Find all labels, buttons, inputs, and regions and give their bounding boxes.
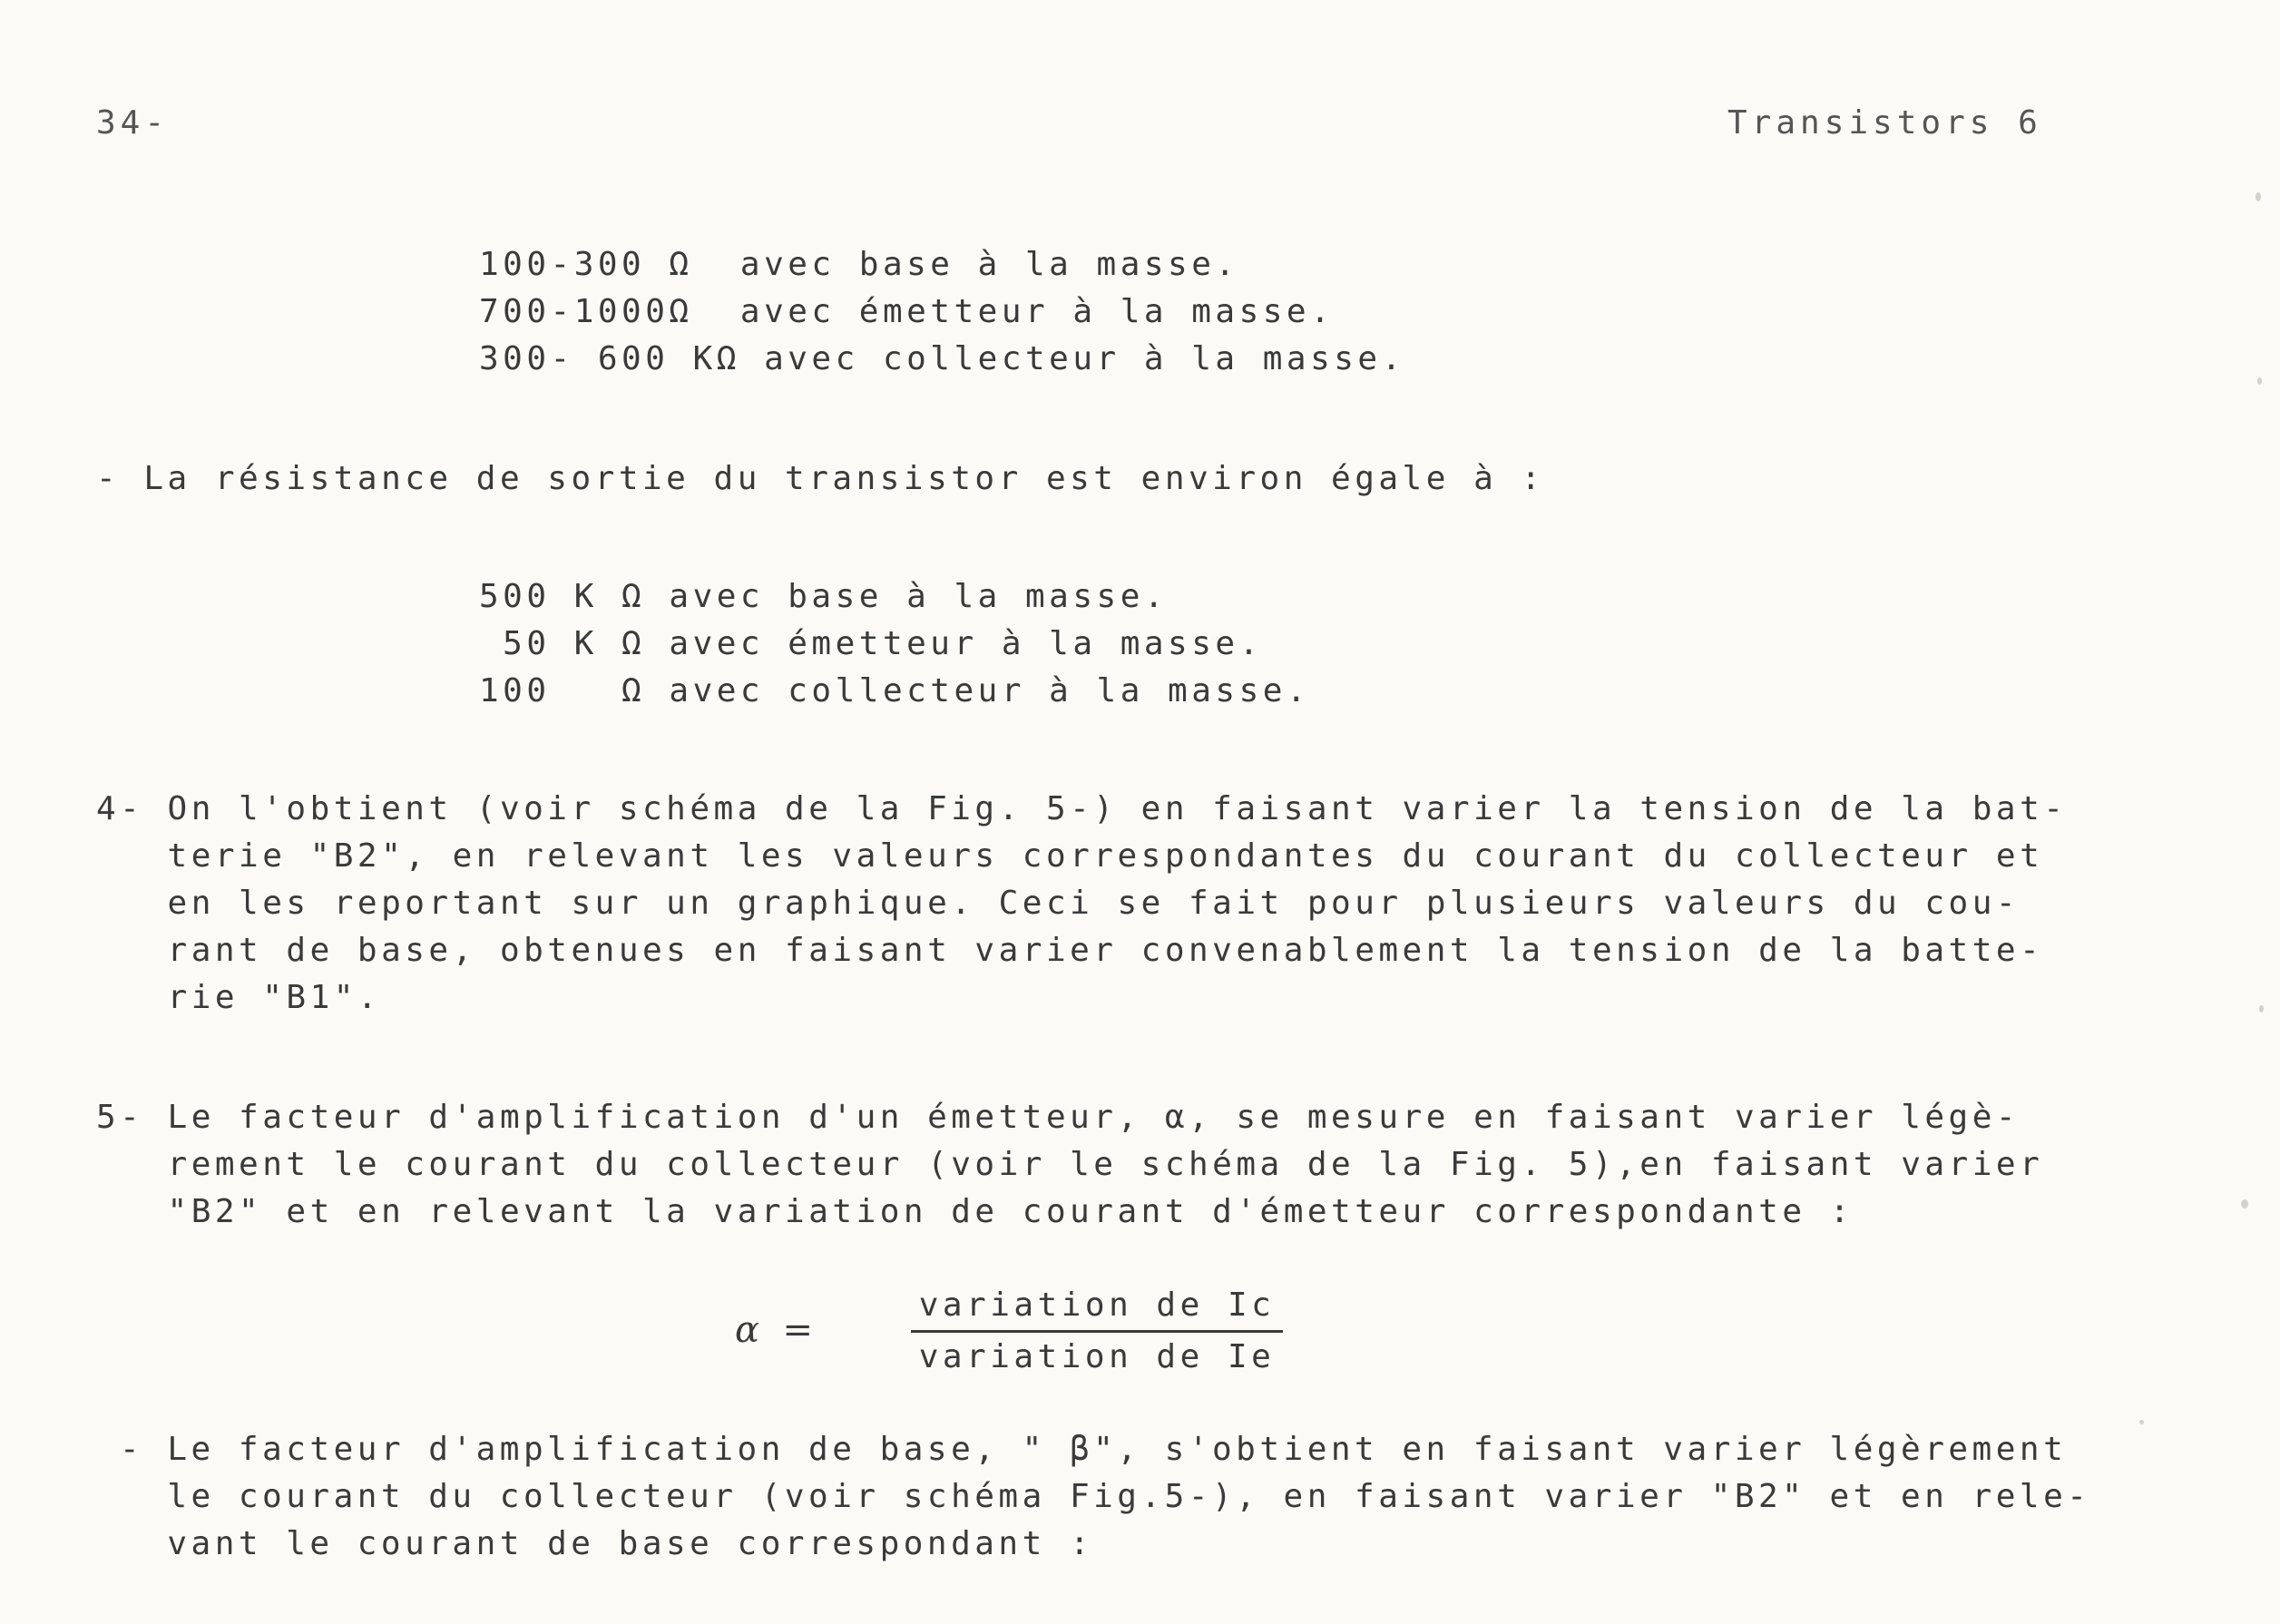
input-resistance-line: 100-300 Ω avec base à la masse.	[479, 246, 1239, 283]
formula-alpha-lhs: α =	[735, 1309, 813, 1351]
paragraph-5-line: 5- Le facteur d'amplification d'un émetteur, α, se mesure en faisant varier légè-	[96, 1099, 2021, 1136]
paragraph-4-line: rant de base, obtenues en faisant varier convenablement la tension de la batte-	[96, 932, 2044, 969]
paragraph-beta-line: vant le courant de base correspondant :	[120, 1525, 1094, 1562]
formula-alpha-fraction	[911, 1283, 1283, 1380]
paragraph-5-line: rement le courant du collecteur (voir le schéma de la Fig. 5),en faisant varier	[96, 1146, 2044, 1183]
paragraph-beta-line: - Le facteur d'amplification de base, " β", s'obtient en faisant varier légèrement	[120, 1431, 2068, 1468]
scan-speck	[2259, 1005, 2264, 1013]
paragraph-4-line: rie "B1".	[96, 979, 382, 1016]
input-resistance-line: 700-1000Ω avec émetteur à la masse.	[479, 293, 1335, 330]
paragraph-4-line: terie "B2", en relevant les valeurs correspondantes du courant du collecteur et	[96, 837, 2044, 875]
input-resistance-line: 300- 600 KΩ avec collecteur à la masse.	[479, 340, 1405, 377]
output-resistance-intro: - La résistance de sortie du transistor est environ égale à :	[96, 460, 1545, 497]
scan-speck	[2139, 1420, 2144, 1424]
formula-numerator: variation de Ic	[918, 1286, 1276, 1324]
output-resistance-line: 50 K Ω avec émetteur à la masse.	[479, 625, 1263, 662]
scan-speck	[2257, 377, 2262, 385]
output-resistance-line: 500 K Ω avec base à la masse.	[479, 578, 1169, 615]
paragraph-5-line: "B2" et en relevant la variation de courant d'émetteur correspondante :	[96, 1193, 1854, 1230]
paragraph-beta-line: le courant du collecteur (voir schéma Fig.5-), en faisant varier "B2" et en rele-	[120, 1478, 2091, 1515]
page-number: 34-	[96, 104, 170, 142]
scan-speck	[2256, 192, 2261, 201]
formula-denominator: variation de Ie	[918, 1338, 1276, 1375]
fraction-bar	[911, 1330, 1283, 1333]
running-title: Transistors 6	[1727, 104, 2042, 142]
paragraph-4-line: en les reportant sur un graphique. Ceci se fait pour plusieurs valeurs du cou-	[96, 885, 2021, 922]
paragraph-4-line: 4- On l'obtient (voir schéma de la Fig. 5-) en faisant varier la tension de la bat-	[96, 790, 2068, 827]
output-resistance-line: 100 Ω avec collecteur à la masse.	[479, 672, 1311, 709]
scan-speck	[2241, 1199, 2248, 1208]
